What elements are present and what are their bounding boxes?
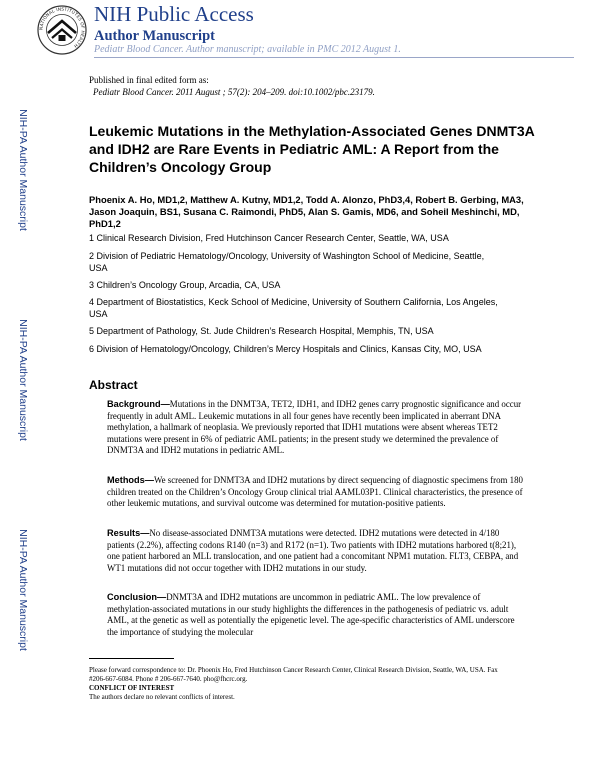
- conclusion-text: DNMT3A and IDH2 mutations are uncommon in pediatric AML. The low prevalence of methylation-associated mutations in our study highlights the differences in the pathogenesis of pediatric vs. adult AML, at the genetic as well as potentially the epigenetic level. The age-specific characteristics of AML underscore the importance of studying the molecular: [107, 592, 515, 637]
- sidebar-label-top: NIH-PA Author Manuscript: [17, 109, 29, 231]
- published-label: Published in final edited form as:: [89, 75, 209, 85]
- logo-ring-text: NATIONAL INSTITUTES OF HEALTH: [39, 7, 85, 49]
- abstract-background: [107, 399, 527, 457]
- footnotes: [89, 666, 509, 702]
- background-text: Mutations in the DNMT3A, TET2, IDH1, and IDH2 genes carry prognostic significance and occur frequently in adult AML. Leukemic mutations in all four genes have recently been implicated in aberrant DNA methylation, a hallmark of neoplasia. We previously reported that IDH1 mutations were absent whereas TET2 mutations were present in 6% of pediatric AML patients; in the present study we determined the prevalence of DNMT3A and IDH2 mutations in pediatric AML.: [107, 399, 522, 456]
- citation: [89, 86, 375, 98]
- methods-label: Methods—: [107, 475, 154, 485]
- journal-availability-line: Pediatr Blood Cancer. Author manuscript; available in PMC 2012 August 1.: [94, 44, 401, 55]
- author-manuscript-label: Author Manuscript: [94, 28, 215, 44]
- affiliation-6: 6 Division of Hematology/Oncology, Children’s Mercy Hospitals and Clinics, Kansas City, MO, USA: [89, 344, 482, 354]
- article-title: Leukemic Mutations in the Methylation-Associated Genes DNMT3A and IDH2 are Rare Events in Pediatric AML: A Report from the Children’s Oncology Group: [89, 123, 535, 175]
- affiliation-2: 2 Division of Pediatric Hematology/Oncology, University of Washington School of Medicine, Seattle, USA: [89, 251, 485, 273]
- background-label: Background—: [107, 399, 170, 409]
- abstract-methods: [107, 475, 527, 510]
- sidebar-label-bottom: NIH-PA Author Manuscript: [17, 529, 29, 651]
- affiliation-1: 1 Clinical Research Division, Fred Hutchinson Cancer Research Center, Seattle, WA, USA: [89, 233, 449, 243]
- abstract-conclusion: [107, 592, 527, 638]
- header-divider: [94, 57, 574, 58]
- results-label: Results—: [107, 528, 150, 538]
- conclusion-label: Conclusion—: [107, 592, 167, 602]
- author-list: Phoenix A. Ho, MD1,2, Matthew A. Kutny, MD1,2, Todd A. Alonzo, PhD3,4, Robert B. Gerbing, MA3, Jason Joaquin, BS1, Susana C. Raimondi, PhD5, Alan S. Gamis, MD6, and Soheil Meshinchi, MD, PhD1,2: [89, 194, 524, 229]
- conflict-of-interest-heading: CONFLICT OF INTEREST: [89, 684, 175, 692]
- nih-seal-icon: [36, 4, 88, 56]
- correspondence-note: Please forward correspondence to: Dr. Phoenix Ho, Fred Hutchinson Cancer Research Center, Clinical Research Division, Seattle, WA, USA. Fax #206-667-6084. Phone # 206-667-7640. pho@fhcrc.org.: [89, 666, 498, 683]
- nih-public-access-title: NIH Public Access: [94, 2, 254, 26]
- methods-text: We screened for DNMT3A and IDH2 mutations by direct sequencing of diagnostic specimens from 180 children treated on the Children’s Oncology Group clinical trial AAML03P1. Clinical characteristics, the presence of other leukemic mutations, and survival outcome was determined for mutation-positive patients.: [107, 475, 523, 509]
- abstract-heading: Abstract: [89, 378, 138, 392]
- footnote-divider: [89, 658, 174, 659]
- affiliation-5: 5 Department of Pathology, St. Jude Children’s Research Hospital, Memphis, TN, USA: [89, 326, 434, 336]
- conflict-of-interest-text: The authors declare no relevant conflicts of interest.: [89, 693, 235, 701]
- sidebar-label-middle: NIH-PA Author Manuscript: [17, 319, 29, 441]
- affiliation-4: 4 Department of Biostatistics, Keck School of Medicine, University of Southern California, Los Angeles, USA: [89, 297, 498, 319]
- citation-text: Pediatr Blood Cancer. 2011 August ; 57(2): 204–209. doi:10.1002/pbc.23179.: [93, 87, 375, 97]
- abstract-results: [107, 528, 527, 574]
- publication-info: [89, 74, 375, 98]
- results-text: No disease-associated DNMT3A mutations were detected. IDH2 mutations were detected in 4/180 patients (2.2%), affecting codons R140 (n=3) and R172 (n=1). Two patients with IDH2 mutations harbored t(8;21), one patient harbored an MLL translocation, and one patient had a concomitant NPM1 mutation. FLT3, CEBPA, and WT1 mutations did not occur together with IDH2 mutations in our study.: [107, 528, 519, 573]
- affiliation-3: 3 Children’s Oncology Group, Arcadia, CA, USA: [89, 280, 281, 290]
